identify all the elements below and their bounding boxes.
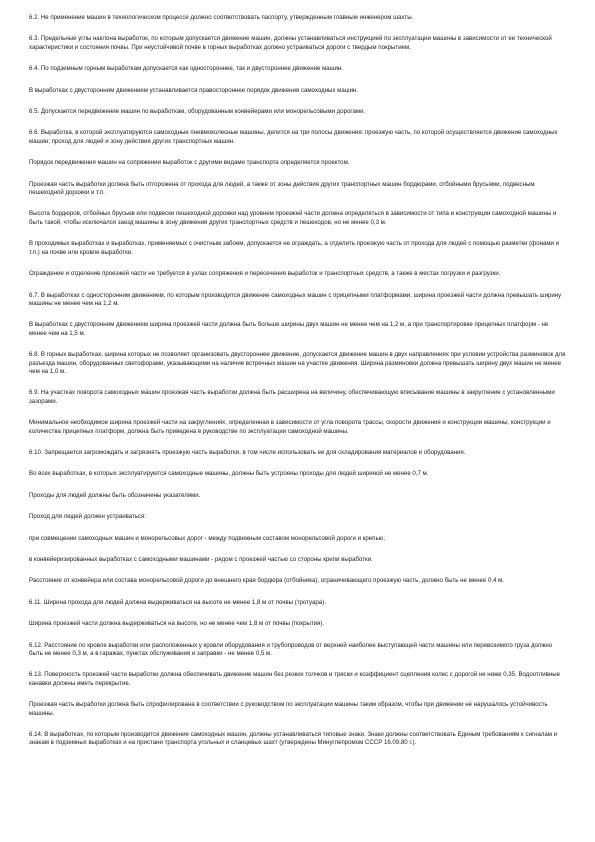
paragraph-6-4: 6.4. По подземным горным выработкам допускается как одностороннее, так и двустороннее движение машин. <box>29 65 343 73</box>
paragraph-6-14: 6.14. В выработках, по которым производится движение самоходных машин, должны устанавливаться типовые знаки. Знаки должны соответствовать Единым требованиям к сигналам и знакам в подземных выработках и на пристани транспорта угольных и сланцевых шахт (утверждены Минуглепромом СССР 16.09.80 г.). <box>29 731 558 747</box>
paragraph-6-6: 6.6. Выработка, в которой эксплуатируются самоходные пневмоколесные машины, делится на три полосы движения: проезжую часть, по которой осуществляется движение самоходных машин; проход для людей и зону действия других транспортных машин. <box>29 129 558 145</box>
paragraph-marking: В проходимых выработках и выработках, применяемых с очистным забоем, допускается не ограждать, а отделить проезжую часть от прохода для людей с помощью разметки (фонами и т.п.) на почве или кровле выработки. <box>29 240 560 256</box>
paragraph-two-way-width: В выработках с двусторонним движением ширина проезжей части должна быть больше ширины двух машин не менее чем на 1,2 м, а при транспортировке прицепных платформ - не менее чем на 1,5 м. <box>29 321 549 337</box>
paragraph-walkway-monorail: при совмещении самоходных машин и монорельсовых дорог - между подвижным составом монорельсовой дороги и крепью; <box>29 534 385 542</box>
paragraph-6-13: 6.13. Поверхность проезжей части выработки должна обеспечивать движение машин без резких толчков и тряски и коэффициент сцепления колес с дорогой не ниже 0,35. Водоотливные канавки должны иметь перекрытие. <box>29 671 560 687</box>
paragraph-6-7: 6.7. В выработках с односторонним движением, по которым производится движение самоходных машин с прицепными платформами, ширина проезжей части должна превышать ширину машины не менее чем на 1,2 м. <box>29 291 562 307</box>
paragraph-walkway-conveyor: в конвейеризированных выработках с самоходными машинами - рядом с проезжей частью со стороны крепи выработки. <box>29 556 373 563</box>
paragraph-6-8: 6.8. В горных выработках, ширина которых не позволяет организовать двустороннее движение, допускается движение машин в двух направлениях при условии устройства разминовок для разъезда машин, оборудованных светофорами, указывающими на наличие встречных машин на участке движения. Ширина разминовки должна превышать ширину двух машин не менее чем на 1,0 м. <box>29 351 566 375</box>
paragraph-6-12: 6.12. Расстояние по кровле выработки или расположенных у кровли оборудования и трубопроводов от верхней наиболее выступающей части машины или перевозимого груза должно быть не менее 0,3 м, а в гаражах, пунктах обслуживания и заправки - не менее 0,5 м. <box>29 641 553 658</box>
paragraph-walkway-width: Во всех выработках, в которых эксплуатируются самоходные машины, должны быть устроены проходы для людей шириной не менее 0,7 м. <box>29 470 429 478</box>
paragraph-6-5: 6.5. Допускается передвижение машин по выработкам, оборудованным конвейерами или монорельсовыми дорогами. <box>29 108 366 116</box>
paragraph-curb-distance: Расстояние от конвейера или состава монорельсовой дороги до внешнего края бордюра (отбойника), ограничивающего проезжую часть, должно быть не менее 0,4 м. <box>29 577 505 585</box>
paragraph-walkway-placement: Проход для людей должен устраиваться: <box>29 513 147 521</box>
paragraph-6-9: 6.9. На участках поворота самоходных машин проезжая часть выработки должна быть расширена на величину, обеспечивающую вписывание машины в закругление с установленными зазорами. <box>29 389 555 405</box>
paragraph-junction-fencing: Ограждение и отделение проезжей части не требуется в узлах сопряжения и пересечения выработок и транспортных средств, а также в местах погрузки и разгрузки. <box>29 270 501 278</box>
document-page <box>29 14 567 761</box>
paragraph-walkway-signs: Проходы для людей должны быть обозначены указателями. <box>29 491 201 499</box>
paragraph-6-2: 6.2. Не применение машин в технологическом процессе должно соответствовать паспорту, утвержденным главным инженером шахты. <box>29 14 414 21</box>
paragraph-6-10: 6.10. Запрещается загромождать и загрязнять проезжую часть выработки, в том числе использовать ее для складирования материалов и оборудования. <box>29 448 466 456</box>
paragraph-roadway-height: Ширина проезжей части должна выдерживаться на высоте, но не менее чем 1,8 м от почвы (покрытия). <box>29 620 325 628</box>
paragraph-6-11: 6.11. Ширина прохода для людей должна выдерживаться на высоте не менее 1,8 м от почвы (тротуара). <box>29 598 326 606</box>
paragraph-roadway-profile: Проезжая часть выработки должна быть спрофилирована в соответствии с руководством по эксплуатации машины таким образом, чтобы при движении не нарушалось устойчивость машины. <box>29 701 548 717</box>
paragraph-curve-width: Минимальное необходимое ширина проезжей части на закруглениях, определенная в зависимости от угла поворота трассы, скорости движения и конструкции машины, конструкции и количества прицепных платформ, должна быть приведена в руководстве по эксплуатации самоходной машины. <box>29 419 551 435</box>
paragraph-roadway-fencing: Проезжая часть выработки должна быть отгорожена от прохода для людей, а также от зоны действия других транспортных машин бордюрами, отбойными брусьями, подвесным пешеходной дорожки и т.п. <box>29 180 535 197</box>
paragraph-curb-height: Высота бордюров, отбойных брусьев или подвески пешеходной дорожки над уровнем проезжей части должна определяться в зависимости от типа и конструкции самоходной машины и быть такой, чтобы исключался заезд машины в зону движения других транспортных средств и пешеходов, но не менее 0,3 м. <box>29 210 557 226</box>
paragraph-junction-order: Порядок передвижения машин на сопряжении выработок с другими видами транспорта определяется проектом. <box>29 159 350 167</box>
paragraph-two-way-traffic: В выработках с двусторонним движением устанавливается правостороннее порядок движения самоходных машин. <box>29 86 359 94</box>
paragraph-6-3: 6.3. Предельные углы наклона выработок, по которым допускается движение машин, должны устанавливаться инструкцией по эксплуатации машины в зависимости от ее технической характеристики и состояния почвы. При неустойчивой почве в горных выработках должно устраиваться дороги с твердым покрытием. <box>29 35 552 51</box>
